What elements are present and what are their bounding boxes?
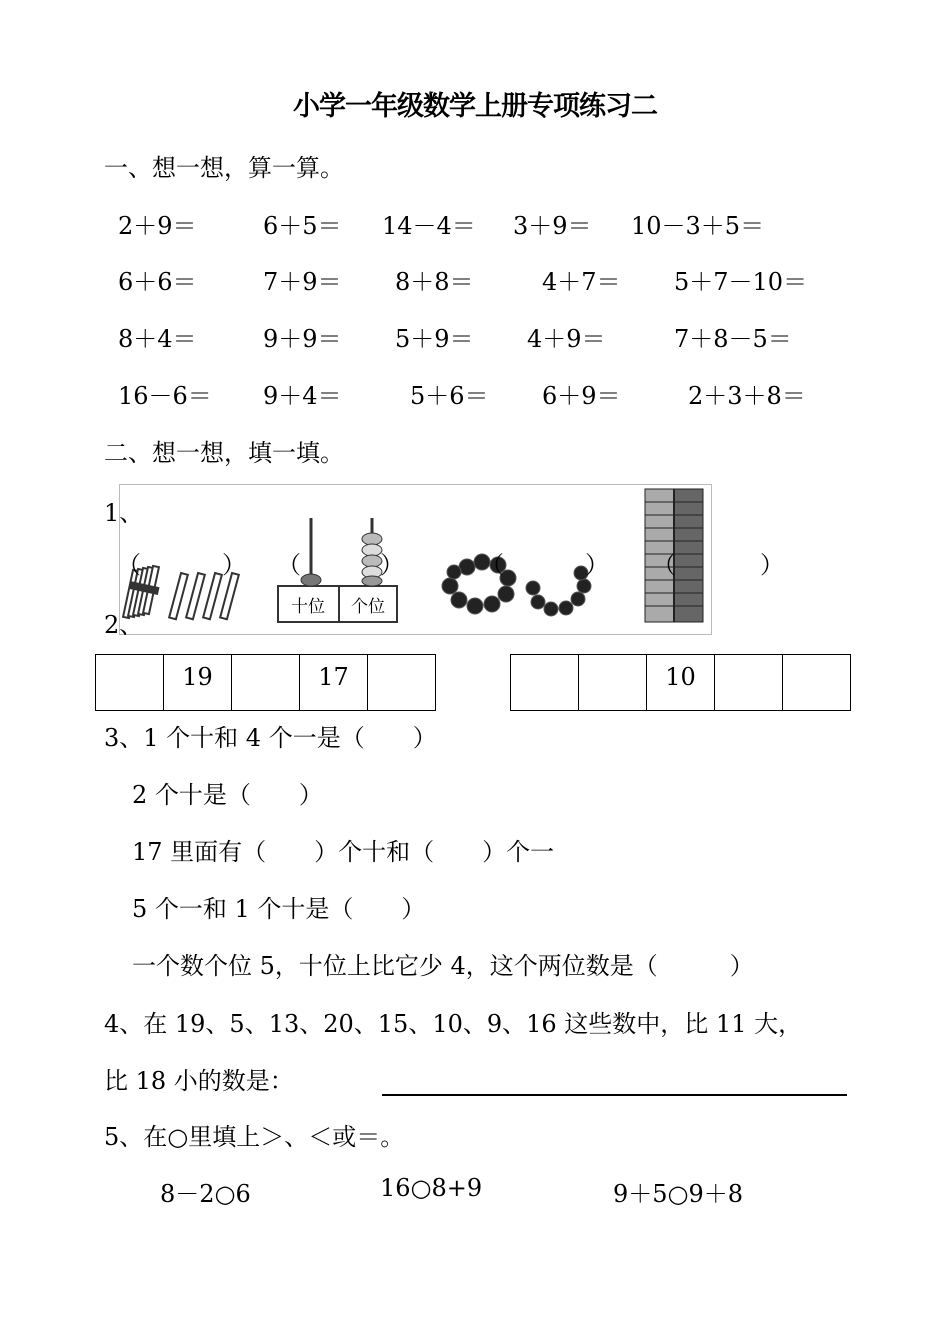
sequence-cell[interactable] xyxy=(783,655,851,711)
equation: 7＋8－5＝ xyxy=(674,325,792,353)
equation: 14－4＝ xyxy=(382,212,476,240)
equation: 9＋4＝ xyxy=(263,382,342,410)
equation: 4＋9＝ xyxy=(527,325,606,353)
equation: 6＋5＝ xyxy=(263,212,342,240)
q3-line: 3、1 个十和 4 个一是（ ） xyxy=(104,724,437,752)
q2-label: 2、 xyxy=(104,611,144,639)
equation: 6＋6＝ xyxy=(118,268,197,296)
sequence-cell[interactable] xyxy=(96,655,164,711)
q3-line: 2 个十是（ ） xyxy=(132,781,323,809)
q4-line: 比 18 小的数是： xyxy=(104,1067,294,1095)
answer-line[interactable] xyxy=(382,1094,847,1096)
answer-paren-open: （ xyxy=(277,551,301,579)
equation: 2＋3＋8＝ xyxy=(688,382,806,410)
answer-paren-close: ） xyxy=(222,551,246,579)
sequence-cell[interactable] xyxy=(368,655,436,711)
q4-line: 4、在 19、5、13、20、15、10、9、16 这些数中，比 11 大， xyxy=(104,1010,803,1038)
equation: 3＋9＝ xyxy=(513,212,592,240)
q5-heading: 5、在○里填上＞、＜或＝。 xyxy=(104,1123,405,1151)
equation: 5＋7－10＝ xyxy=(674,268,808,296)
counting-illustrations xyxy=(120,485,711,634)
page-title: 小学一年级数学上册专项练习二 xyxy=(293,91,657,122)
abacus-ones-label: 个位 xyxy=(351,597,385,617)
q3-line: 5 个一和 1 个十是（ ） xyxy=(132,895,426,923)
counting-picture xyxy=(119,484,712,635)
answer-paren-close: ） xyxy=(380,551,404,579)
answer-paren-open: （ xyxy=(117,551,141,579)
sequence-cell: 19 xyxy=(164,655,232,711)
bead-ring-icon xyxy=(442,554,516,614)
equation: 2＋9＝ xyxy=(118,212,197,240)
section1-heading: 一、想一想，算一算。 xyxy=(104,154,344,182)
sequence-cell: 17 xyxy=(300,655,368,711)
equation: 9＋9＝ xyxy=(263,325,342,353)
equation: 5＋6＝ xyxy=(410,382,489,410)
answer-paren-open: （ xyxy=(652,551,676,579)
equation: 10－3＋5＝ xyxy=(631,212,765,240)
sequence-cell[interactable] xyxy=(715,655,783,711)
equation: 16－6＝ xyxy=(118,382,212,410)
number-sequence-table xyxy=(510,654,851,711)
equation: 7＋9＝ xyxy=(263,268,342,296)
sequence-cell[interactable] xyxy=(579,655,647,711)
sequence-cell[interactable] xyxy=(511,655,579,711)
equation: 6＋9＝ xyxy=(542,382,621,410)
number-sequence-table xyxy=(95,654,436,711)
answer-paren-close: ） xyxy=(760,551,784,579)
equation: 5＋9＝ xyxy=(395,325,474,353)
comparison-item: 8－2○6 xyxy=(160,1180,251,1208)
answer-paren-close: ） xyxy=(585,551,609,579)
sequence-cell[interactable] xyxy=(232,655,300,711)
equation: 8＋4＝ xyxy=(118,325,197,353)
bead-chain-icon xyxy=(526,566,591,616)
equation: 8＋8＝ xyxy=(395,268,474,296)
q3-line: 17 里面有（ ）个十和（ ）个一 xyxy=(132,838,555,866)
q3-line: 一个数个位 5，十位上比它少 4，这个两位数是（ ） xyxy=(132,952,754,980)
comparison-item: 9＋5○9＋8 xyxy=(613,1180,744,1208)
equation: 4＋7＝ xyxy=(542,268,621,296)
comparison-item: 16○8+9 xyxy=(380,1174,483,1202)
q1-label: 1、 xyxy=(104,499,144,527)
section2-heading: 二、想一想，填一填。 xyxy=(104,439,344,467)
answer-paren-open: （ xyxy=(480,551,504,579)
abacus-tens-label: 十位 xyxy=(291,597,325,617)
sequence-cell: 10 xyxy=(647,655,715,711)
